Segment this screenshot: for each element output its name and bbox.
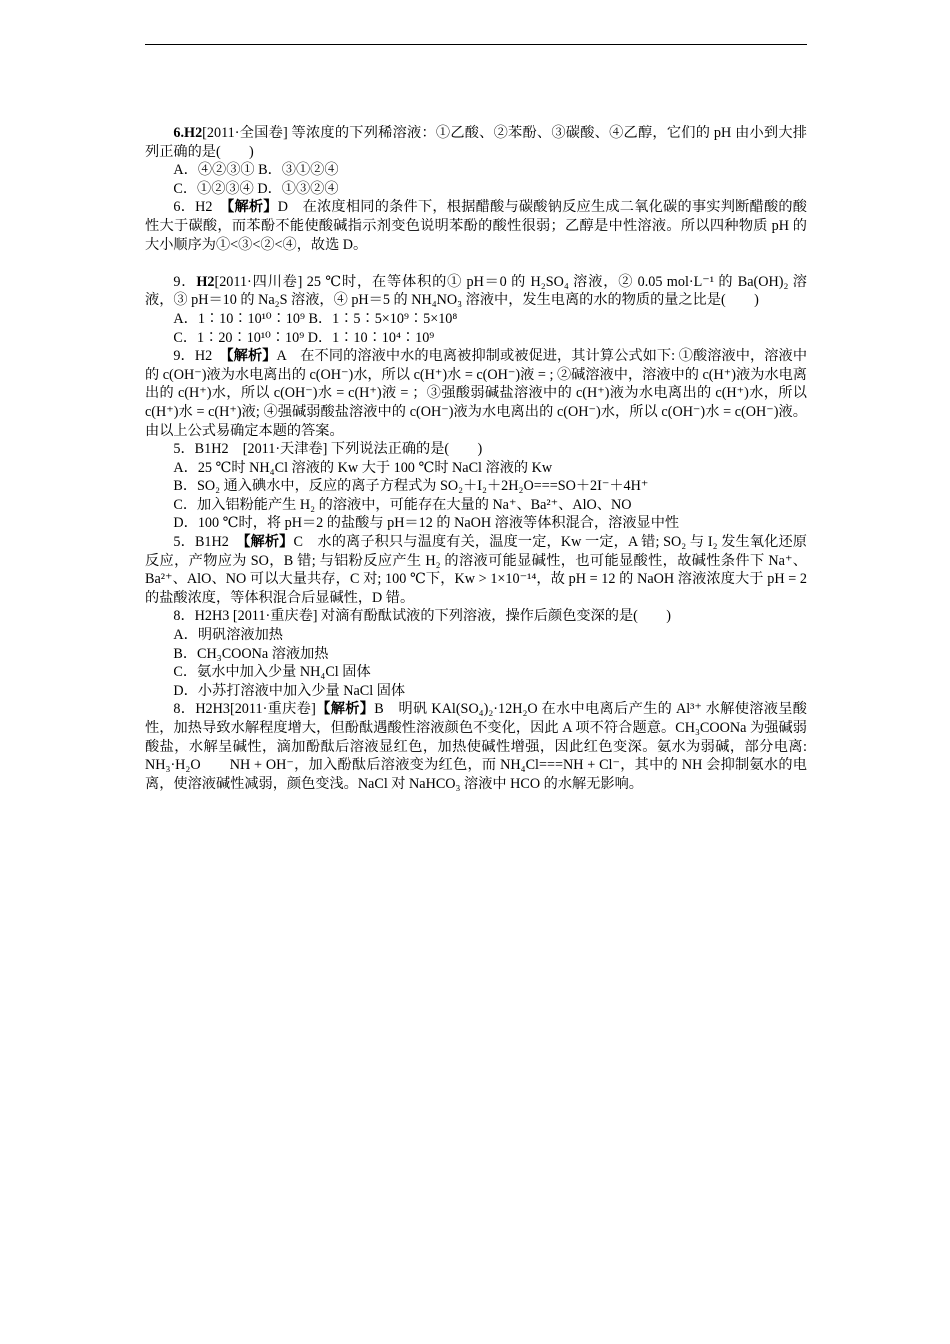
question-6-text: [2011·全国卷] 等浓度的下列稀溶液：①乙酸、②苯酚、③碳酸、④乙醇，它们的 pH 由小到大排列正确的是( ) <box>145 125 807 160</box>
header-rule <box>145 44 807 45</box>
document-body <box>145 124 807 793</box>
spacer <box>145 254 807 273</box>
question-6-options-ab: A．④②③① B．③①②④ <box>173 162 339 179</box>
answer-5 <box>145 533 807 607</box>
answer-9 <box>145 347 807 440</box>
answer-5-head: 5．B1H2 <box>173 534 244 551</box>
answer-9-text: A 在不同的溶液中水的电离被抑制或被促进，其计算公式如下: ①酸溶液中，溶液中的 c(OH⁻)液为水电离出的 c(OH⁻)水，所以 c(H⁺)水 = c(OH⁻)液 = ; ②碱溶液中，溶液中的 c(H⁺)液为水电离出的 c(H⁺)水，所以 c(OH⁻)水 = c(H⁺)液 = ；③强酸弱碱盐溶液中的 c(H⁺)液为水电离出的 c(H⁺)水，所以 c(H⁺)水 = c(H⁺)液; ④强碱弱酸盐溶液中的 c(OH⁻)液为水电离出的 c(OH⁻)水，所以 c(OH⁻)水 = c(OH⁻)液。由以上公式易确定本题的答案。 <box>145 348 808 439</box>
question-8-option-a: A．明矾溶液加热 <box>173 627 283 644</box>
question-5-stem: 5．B1H2 [2011·天津卷] 下列说法正确的是( ) <box>173 441 483 458</box>
question-6-tag: 6.H2 <box>173 125 203 141</box>
question-5-option-b: B．SO₂ 通入碘水中，反应的离子方程式为 SO₂＋I₂＋2H₂O===SO＋2I⁻＋4H⁺ <box>173 478 649 495</box>
question-9-options-cd: C．1∶20∶10¹⁰∶10⁹ D．1∶10∶10⁴∶10⁹ <box>173 329 435 346</box>
analysis-label: 【解析】 <box>226 348 277 365</box>
answer-8-head: 8．H2H3[2011·重庆卷] <box>173 701 316 718</box>
question-8-stem: 8．H2H3 [2011·重庆卷] 对滴有酚酞试液的下列溶液，操作后颜色变深的是( ) <box>173 608 671 625</box>
question-9-text: [2011·四川卷] 25 ℃时，在等体积的① pH＝0 的 H₂SO₄ 溶液，② 0.05 mol·L⁻¹ 的 Ba(OH)₂ 溶液，③ pH＝10 的 Na₂S 溶液，④ pH＝5 的 NH₄NO₃ 溶液中，发生电离的水的物质的量之比是( ) <box>145 273 807 309</box>
question-8-option-c: C．氨水中加入少量 NH₄Cl 固体 <box>173 664 371 681</box>
question-5-option-d: D．100 ℃时，将 pH＝2 的盐酸与 pH＝12 的 NaOH 溶液等体积混合，溶液显中性 <box>173 515 680 532</box>
question-6-options-cd: C．①②③④ D．①③②④ <box>173 180 339 197</box>
answer-6-text: D 在浓度相同的条件下，根据醋酸与碳酸钠反应生成二氧化碳的事实判断醋酸的酸性大于碳酸，而苯酚不能使酸碱指示剂变色说明苯酚的酸性很弱；乙醇是中性溶液。所以四种物质 pH 的大小顺序为①<③<②<④，故选 D。 <box>145 199 807 253</box>
question-9-number: 9． <box>173 273 197 290</box>
answer-8-text: B 明矾 KAl(SO₄)₂·12H₂O 在水中电离后产生的 Al³⁺ 水解使溶液呈酸性，加热导致水解程度增大，但酚酞遇酸性溶液颜色不变化，因此 A 项不符合题意。CH₃COONa 为强碱弱酸盐，水解呈碱性，滴加酚酞后溶液显红色，加热使碱性增强，因此红色变深。氨水为弱碱，部分电离: NH₃·H₂O NH + OH⁻，加入酚酞后溶液变为红色，而 NH₄Cl===NH + Cl⁻，其中的 NH 会抑制氨水的电离，使溶液碱性减弱，颜色变浅。NaCl 对 NaHCO₃ 溶液中 HCO 的水解无影响。 <box>145 701 807 792</box>
answer-5-text: C 水的离子积只与温度有关，温度一定，Kw 一定，A 错; SO₂ 与 I₂ 发生氧化还原反应，产物应为 SO，B 错; 与铝粉反应产生 H₂ 的溶液可能显碱性，也可能显酸性，故碱性条件下 Na⁺、Ba²⁺、AlO、NO 可以大量共存，C 对; 100 ℃下，Kw > 1×10⁻¹⁴，故 pH = 12 的 NaOH 溶液浓度大于 pH = 2 的盐酸浓度，等体积混合后显碱性，D 错。 <box>145 534 807 606</box>
question-8-option-d: D．小苏打溶液中加入少量 NaCl 固体 <box>173 682 406 699</box>
analysis-label: 【解析】 <box>315 701 375 718</box>
question-6-stem <box>145 124 807 161</box>
question-5-option-a: A．25 ℃时 NH₄Cl 溶液的 Kw 大于 100 ℃时 NaCl 溶液的 Kw <box>173 459 553 476</box>
answer-9-head: 9．H2 <box>173 348 227 365</box>
question-9-options-ab: A．1∶10∶10¹⁰∶10⁹ B．1∶5∶5×10⁹∶5×10⁸ <box>173 310 458 327</box>
question-9-tag: H2 <box>196 273 215 290</box>
answer-6-head: 6．H2 <box>173 199 228 216</box>
answer-8 <box>145 700 807 793</box>
analysis-label: 【解析】 <box>243 534 294 551</box>
answer-6 <box>145 198 807 254</box>
question-8-option-b: B．CH₃COONa 溶液加热 <box>173 645 329 662</box>
question-9-stem <box>145 273 807 310</box>
question-5-option-c: C．加入铝粉能产生 H₂ 的溶液中，可能存在大量的 Na⁺、Ba²⁺、AlO、NO <box>173 496 632 513</box>
analysis-label: 【解析】 <box>227 199 278 216</box>
